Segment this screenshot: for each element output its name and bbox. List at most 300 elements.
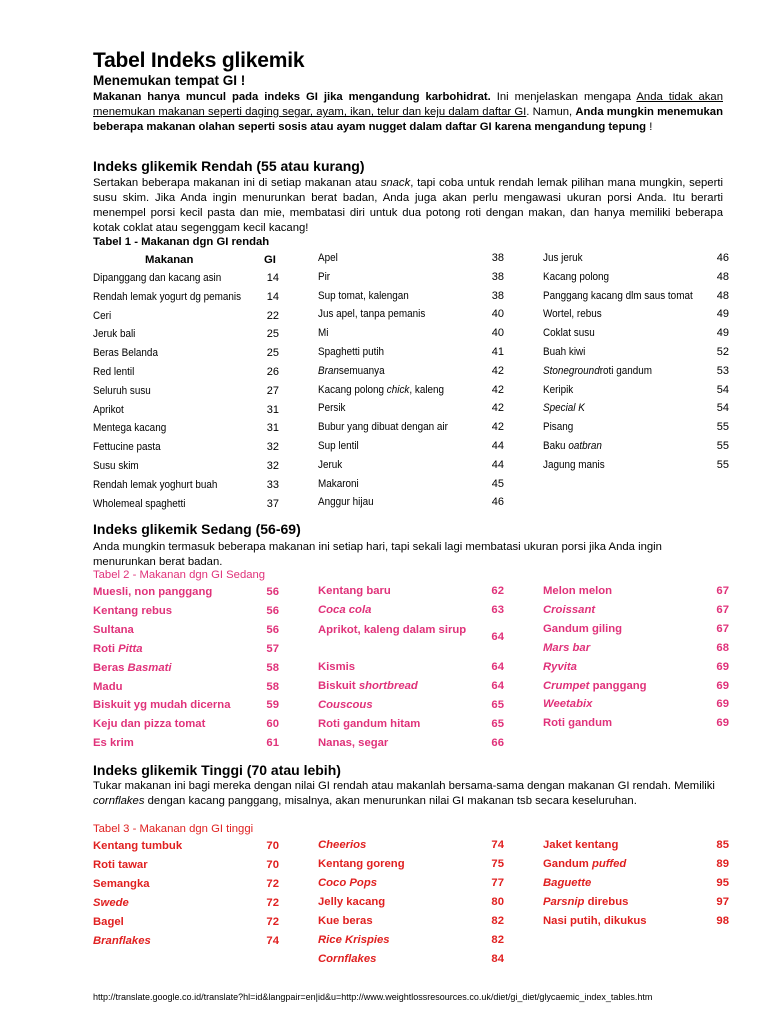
table-row bbox=[543, 402, 729, 420]
gi-value: 66 bbox=[491, 736, 504, 749]
gi-value: 95 bbox=[716, 877, 729, 889]
table-row bbox=[93, 935, 279, 953]
food-name bbox=[318, 699, 373, 711]
food-name bbox=[93, 737, 134, 749]
food-name-italic: Cheerios bbox=[318, 839, 367, 851]
food-name-italic: Baguette bbox=[543, 877, 592, 889]
table-row bbox=[543, 271, 729, 289]
food-name bbox=[543, 402, 585, 414]
food-name bbox=[543, 459, 605, 471]
gi-value: 69 bbox=[716, 698, 729, 711]
food-name-italic: Couscous bbox=[318, 698, 373, 711]
gi-value: 82 bbox=[491, 915, 504, 927]
food-name-text: direbus bbox=[584, 896, 629, 908]
food-name bbox=[93, 681, 123, 693]
gi-value: 27 bbox=[266, 384, 279, 397]
food-name-text: Es krim bbox=[93, 737, 134, 750]
food-name-italic: Coca cola bbox=[318, 603, 372, 616]
food-name-text: Baku bbox=[543, 440, 569, 452]
food-name-text: Mentega kacang bbox=[93, 422, 167, 435]
gi-value: 72 bbox=[266, 897, 279, 909]
food-name bbox=[543, 440, 602, 452]
food-name-text: Makaroni bbox=[318, 477, 359, 490]
food-name-text: Gandum bbox=[543, 858, 592, 870]
food-name-text: Aprikot, kaleng dalam sirup bbox=[318, 623, 467, 636]
table-row bbox=[93, 624, 279, 642]
table-row bbox=[318, 934, 504, 952]
gi-value: 40 bbox=[491, 327, 504, 340]
food-name bbox=[93, 624, 134, 636]
food-name-text: Bagel bbox=[93, 916, 124, 928]
gi-value: 31 bbox=[266, 422, 279, 435]
food-name bbox=[318, 271, 330, 283]
food-name bbox=[93, 404, 124, 416]
food-name-italic: Parsnip bbox=[543, 896, 585, 908]
food-name bbox=[93, 310, 111, 322]
gi-value: 65 bbox=[491, 717, 504, 730]
food-name-italic: Special K bbox=[543, 402, 585, 415]
food-name-text: Keju dan pizza tomat bbox=[93, 718, 206, 731]
food-name bbox=[93, 347, 158, 359]
food-name bbox=[318, 737, 388, 749]
gi-value: 37 bbox=[266, 497, 279, 510]
table-row bbox=[93, 897, 279, 915]
table-row bbox=[318, 604, 504, 622]
food-name-text: Muesli, non panggang bbox=[93, 586, 213, 598]
food-name-italic: Basmati bbox=[127, 661, 172, 674]
food-name bbox=[543, 308, 602, 320]
table-row bbox=[93, 404, 279, 422]
food-name-text: Keripik bbox=[543, 383, 574, 396]
food-name-text: Jeruk bbox=[318, 458, 343, 471]
food-name bbox=[318, 308, 425, 320]
table-row bbox=[543, 421, 729, 439]
table-row bbox=[318, 308, 504, 326]
food-name-text: Spaghetti putih bbox=[318, 346, 385, 358]
table-row bbox=[543, 252, 729, 270]
food-name-text: semuanya bbox=[338, 364, 385, 377]
food-name-text: Red lentil bbox=[93, 366, 135, 378]
table-row bbox=[318, 718, 504, 736]
gi-value: 77 bbox=[491, 877, 504, 889]
food-name-italic: Crumpet bbox=[543, 679, 590, 692]
gi-value: 31 bbox=[266, 403, 279, 416]
food-name bbox=[543, 642, 590, 654]
intro-text-1: Ini menjelaskan mengapa bbox=[490, 91, 637, 103]
food-name-italic: Cornflakes bbox=[318, 953, 377, 965]
food-name bbox=[543, 365, 652, 377]
food-name bbox=[93, 422, 166, 434]
food-name-text: roti gandum bbox=[599, 364, 652, 377]
food-name-text: Roti gandum bbox=[543, 717, 613, 730]
food-name bbox=[543, 290, 693, 302]
table-row bbox=[93, 840, 279, 858]
intro-bold-1: Makanan hanya muncul pada indeks GI jika mengandung karbohidrat. bbox=[93, 91, 491, 103]
gi-value: 54 bbox=[716, 402, 729, 415]
gi-value: 48 bbox=[716, 289, 729, 302]
table-row bbox=[318, 737, 504, 755]
food-name-text: Jus jeruk bbox=[543, 252, 583, 264]
food-name bbox=[318, 953, 376, 965]
food-name bbox=[543, 858, 626, 870]
gi-value: 38 bbox=[491, 270, 504, 283]
gi-value: 42 bbox=[491, 383, 504, 396]
table-row bbox=[318, 384, 504, 402]
food-name bbox=[543, 604, 595, 616]
food-name-text: , kaleng bbox=[409, 383, 445, 396]
food-name bbox=[93, 878, 150, 890]
food-name-italic: Ryvita bbox=[543, 660, 577, 673]
food-name bbox=[318, 440, 359, 452]
gi-value: 56 bbox=[266, 586, 279, 598]
food-name-text: Beras Belanda bbox=[93, 347, 158, 360]
table-row bbox=[543, 858, 729, 876]
table-row bbox=[93, 859, 279, 877]
table-row bbox=[543, 623, 729, 641]
gi-value: 98 bbox=[716, 915, 729, 927]
table-row bbox=[93, 699, 279, 717]
food-name-text: Coklat susu bbox=[543, 327, 595, 340]
food-name bbox=[93, 498, 185, 510]
food-name bbox=[318, 290, 409, 302]
gi-value: 68 bbox=[716, 641, 729, 654]
table-row bbox=[93, 605, 279, 623]
food-name-text: Aprikot bbox=[93, 403, 124, 416]
gi-value: 55 bbox=[716, 421, 729, 434]
gi-value: 69 bbox=[716, 717, 729, 730]
table-row bbox=[318, 661, 504, 679]
gi-value: 75 bbox=[491, 858, 504, 870]
food-name-text: Sultana bbox=[93, 623, 134, 636]
food-name bbox=[318, 365, 385, 377]
food-name-italic: Mars bar bbox=[543, 641, 591, 654]
food-name-text: Persik bbox=[318, 402, 346, 415]
food-name bbox=[318, 877, 377, 889]
food-name-text: Rendah lemak yogurt dg pemanis bbox=[93, 290, 242, 303]
gi-value: 56 bbox=[266, 623, 279, 636]
food-name bbox=[93, 366, 134, 378]
table-row bbox=[318, 839, 504, 857]
food-name bbox=[93, 859, 148, 871]
low-para-a: Sertakan beberapa makanan ini di setiap makanan atau bbox=[93, 177, 381, 189]
gi-value: 57 bbox=[266, 642, 279, 655]
food-name-text: Dipanggang dan kacang asin bbox=[93, 272, 222, 284]
food-name bbox=[318, 346, 384, 358]
table-row bbox=[93, 718, 279, 736]
food-name bbox=[93, 441, 161, 453]
food-name-italic: chick bbox=[386, 383, 410, 396]
source-url[interactable]: http://translate.google.co.id/translate?hl=id&langpair=en|id&u=http://www.weightlossresources.co.uk/diet/gi_diet/glycaemic_index_tables.htm bbox=[93, 992, 653, 1002]
food-name-text: Seluruh susu bbox=[93, 384, 151, 397]
gi-value: 67 bbox=[716, 585, 729, 597]
table-row bbox=[543, 308, 729, 326]
food-name bbox=[93, 605, 172, 617]
food-name-italic: Croissant bbox=[543, 603, 596, 616]
food-name-text: Kue beras bbox=[318, 915, 373, 927]
gi-value: 69 bbox=[716, 679, 729, 692]
table-row bbox=[93, 272, 279, 290]
page-title: Tabel Indeks glikemik bbox=[93, 49, 305, 72]
table-row bbox=[318, 478, 504, 496]
table-row bbox=[543, 346, 729, 364]
gi-value: 25 bbox=[266, 328, 279, 341]
table-row bbox=[93, 737, 279, 755]
table-1-caption: Tabel 1 - Makanan dgn GI rendah bbox=[93, 236, 270, 248]
table-row bbox=[543, 290, 729, 308]
food-name-text: Madu bbox=[93, 680, 123, 693]
food-name-text: Mi bbox=[318, 327, 329, 340]
food-name bbox=[543, 698, 592, 710]
food-name-text: Roti tawar bbox=[93, 859, 148, 871]
gi-value: 42 bbox=[491, 421, 504, 434]
food-name-italic: Coco Pops bbox=[318, 877, 377, 889]
page-subtitle: Menemukan tempat GI ! bbox=[93, 73, 246, 88]
table-row bbox=[93, 586, 279, 604]
gi-value: 58 bbox=[266, 661, 279, 674]
food-name bbox=[543, 384, 573, 396]
gi-value: 45 bbox=[491, 477, 504, 490]
gi-value: 46 bbox=[716, 252, 729, 264]
food-name-italic: Swede bbox=[93, 897, 129, 909]
gi-value: 32 bbox=[266, 441, 279, 454]
food-name-text: Ceri bbox=[93, 309, 112, 322]
gi-value: 56 bbox=[266, 604, 279, 617]
food-name bbox=[318, 604, 371, 616]
table-row bbox=[543, 717, 729, 735]
high-gi-heading: Indeks glikemik Tinggi (70 atau lebih) bbox=[93, 762, 341, 778]
food-name-italic: Rice Krispies bbox=[318, 934, 390, 946]
food-name-text: Jagung manis bbox=[543, 458, 605, 471]
table-row bbox=[318, 915, 504, 933]
food-name-text: Jelly kacang bbox=[318, 896, 386, 908]
table-1-header-gi: GI bbox=[264, 254, 276, 266]
table-row bbox=[318, 421, 504, 439]
food-name bbox=[318, 623, 478, 638]
medium-gi-paragraph: Anda mungkin termasuk beberapa makanan ini setiap hari, tapi sekali lagi membatasi ukuran porsi jika Anda ingin menurunkan berat badan. bbox=[93, 541, 662, 568]
table-row bbox=[318, 877, 504, 895]
intro-bold-2: Anda mungkin menemukan beberapa makanan olahan seperti sosis atau ayam nugget dalam daftar GI karena mengandung tepung bbox=[93, 106, 723, 133]
food-name-text: Kentang tumbuk bbox=[93, 840, 183, 852]
food-name bbox=[543, 877, 591, 889]
gi-value: 22 bbox=[266, 309, 279, 322]
table-row bbox=[318, 699, 504, 717]
low-gi-heading: Indeks glikemik Rendah (55 atau kurang) bbox=[93, 158, 365, 174]
table-row bbox=[318, 623, 504, 657]
table-row bbox=[543, 642, 729, 660]
food-name-text: Semangka bbox=[93, 878, 150, 890]
table-row bbox=[543, 384, 729, 402]
gi-value: 82 bbox=[491, 934, 504, 946]
food-name-text: Melon melon bbox=[543, 585, 613, 597]
food-name bbox=[318, 896, 385, 908]
food-name-text: Kismis bbox=[318, 661, 356, 673]
gi-value: 55 bbox=[716, 458, 729, 471]
food-name bbox=[318, 459, 342, 471]
food-name-text: Nasi putih, dikukus bbox=[543, 915, 647, 927]
food-name bbox=[543, 717, 612, 729]
food-name bbox=[543, 252, 583, 264]
food-name bbox=[543, 915, 647, 927]
table-row bbox=[93, 310, 279, 328]
gi-value: 61 bbox=[266, 737, 279, 750]
high-para-b: dengan kacang panggang, misalnya, akan menurunkan nilai GI makanan tsb secara keseluruhan. bbox=[144, 795, 637, 807]
gi-value: 46 bbox=[491, 496, 504, 509]
gi-value: 44 bbox=[491, 458, 504, 471]
table-row bbox=[318, 327, 504, 345]
gi-value: 64 bbox=[491, 630, 504, 643]
food-name bbox=[93, 479, 217, 491]
food-name bbox=[318, 915, 373, 927]
food-name bbox=[318, 680, 418, 692]
medium-gi-heading: Indeks glikemik Sedang (56-69) bbox=[93, 521, 301, 537]
gi-value: 63 bbox=[491, 603, 504, 616]
table-row bbox=[93, 460, 279, 478]
food-name-text: Wortel, rebus bbox=[543, 308, 602, 321]
food-name-text: panggang bbox=[589, 679, 647, 692]
table-row bbox=[318, 346, 504, 364]
table-1-header-food: Makanan bbox=[145, 254, 194, 266]
food-name-italic: Weetabix bbox=[543, 698, 593, 711]
gi-value: 38 bbox=[491, 289, 504, 302]
table-row bbox=[543, 661, 729, 679]
table-row bbox=[93, 422, 279, 440]
food-name bbox=[543, 896, 628, 908]
food-name bbox=[543, 661, 577, 673]
food-name-text: Panggang kacang dlm saus tomat bbox=[543, 289, 693, 302]
food-name bbox=[93, 328, 135, 340]
gi-value: 54 bbox=[716, 383, 729, 396]
gi-value: 40 bbox=[491, 308, 504, 321]
gi-value: 85 bbox=[716, 839, 729, 851]
food-name-text: Kacang polong bbox=[318, 383, 387, 396]
gi-value: 14 bbox=[266, 272, 279, 284]
table-row bbox=[318, 402, 504, 420]
table-row bbox=[318, 459, 504, 477]
food-name-text: Pisang bbox=[543, 421, 574, 434]
gi-value: 44 bbox=[491, 440, 504, 452]
table-row bbox=[543, 440, 729, 458]
table-row bbox=[93, 291, 279, 309]
food-name-text: Susu skim bbox=[93, 460, 139, 472]
table-row bbox=[318, 440, 504, 458]
gi-value: 89 bbox=[716, 858, 729, 870]
gi-value: 59 bbox=[266, 699, 279, 712]
food-name-text: Bubur yang dibuat dengan air bbox=[318, 421, 448, 434]
gi-value: 97 bbox=[716, 896, 729, 908]
table-row bbox=[93, 681, 279, 699]
food-name bbox=[93, 699, 230, 711]
table-row bbox=[318, 953, 504, 971]
gi-value: 67 bbox=[716, 603, 729, 616]
gi-value: 80 bbox=[491, 896, 504, 908]
food-name bbox=[543, 271, 609, 283]
gi-value: 84 bbox=[491, 953, 504, 965]
gi-value: 64 bbox=[491, 679, 504, 692]
table-row bbox=[93, 643, 279, 661]
food-name bbox=[318, 661, 355, 673]
table-row bbox=[318, 271, 504, 289]
gi-value: 62 bbox=[491, 585, 504, 597]
food-name bbox=[318, 384, 444, 396]
food-name-text: Nanas, segar bbox=[318, 736, 389, 749]
food-name bbox=[543, 623, 622, 635]
food-name bbox=[318, 839, 366, 851]
intro-text-3: ! bbox=[646, 121, 653, 133]
food-name bbox=[318, 402, 346, 414]
food-name-text: Roti gandum hitam bbox=[318, 717, 421, 730]
gi-value: 25 bbox=[266, 347, 279, 360]
gi-value: 69 bbox=[716, 660, 729, 673]
food-name-italic: puffed bbox=[591, 858, 627, 870]
gi-value: 48 bbox=[716, 270, 729, 283]
food-name bbox=[93, 897, 129, 909]
food-name bbox=[318, 718, 420, 730]
gi-value: 49 bbox=[716, 308, 729, 321]
gi-value: 42 bbox=[491, 364, 504, 377]
low-para-snack: snack bbox=[380, 177, 411, 189]
high-para-italic: cornflakes bbox=[93, 795, 145, 807]
gi-value: 38 bbox=[491, 252, 504, 264]
table-row bbox=[318, 585, 504, 603]
gi-value: 32 bbox=[266, 460, 279, 472]
gi-value: 41 bbox=[491, 346, 504, 358]
food-name bbox=[93, 916, 124, 928]
table-row bbox=[543, 915, 729, 933]
food-name bbox=[93, 662, 172, 674]
food-name bbox=[93, 643, 143, 655]
intro-underlined: Anda tidak akan menemukan makanan seperti daging segar, ayam, ikan, telur dan keju dalam daftar GI bbox=[93, 91, 723, 118]
food-name-text: Sup lentil bbox=[318, 440, 359, 452]
gi-value: 49 bbox=[716, 327, 729, 340]
food-name-text: Kentang rebus bbox=[93, 604, 173, 617]
table-row bbox=[93, 662, 279, 680]
gi-value: 42 bbox=[491, 402, 504, 415]
food-name-text: Jeruk bali bbox=[93, 328, 136, 341]
gi-value: 74 bbox=[266, 935, 279, 947]
table-row bbox=[543, 877, 729, 895]
food-name bbox=[93, 272, 221, 284]
table-row bbox=[93, 328, 279, 346]
gi-value: 70 bbox=[266, 840, 279, 852]
food-name bbox=[543, 346, 585, 358]
table-row bbox=[93, 498, 279, 516]
food-name-text: Biskuit yg mudah dicerna bbox=[93, 699, 231, 712]
gi-value: 67 bbox=[716, 622, 729, 635]
food-name bbox=[543, 680, 647, 692]
high-para-a: Tukar makanan ini bagi mereka dengan nilai GI rendah atau makanlah bersama-sama dengan makanan GI rendah. Memiliki bbox=[93, 780, 715, 792]
food-name-text: Jaket kentang bbox=[543, 839, 619, 851]
table-row bbox=[93, 366, 279, 384]
food-name bbox=[543, 585, 612, 597]
gi-value: 60 bbox=[266, 718, 279, 731]
table-row bbox=[543, 327, 729, 345]
table-row bbox=[93, 878, 279, 896]
food-name bbox=[93, 460, 139, 472]
food-name bbox=[318, 327, 328, 339]
food-name-text: Anggur hijau bbox=[318, 496, 374, 509]
food-name-text: Kentang goreng bbox=[318, 858, 405, 870]
food-name bbox=[543, 839, 618, 851]
table-row bbox=[543, 896, 729, 914]
gi-value: 70 bbox=[266, 859, 279, 871]
food-name-text: Roti bbox=[93, 642, 119, 655]
table-3-caption: Tabel 3 - Makanan dgn GI tinggi bbox=[93, 823, 254, 835]
low-para-b: , tapi coba untuk rendah lemak pilihan mana mungkin, seperti susu skim. Jika Anda ingin menurunkan berat badan, Anda juga akan perlu mengawasi ukuran porsi Anda. Itu berarti menempel porsi kecil pasta dan mie, membatasi diri untuk dua potong roti dengan makan, dan hanya memiliki beberapa kotak coklat atau segenggam kecil kacang! bbox=[93, 177, 723, 234]
food-name bbox=[93, 718, 205, 730]
food-name-text: Biskuit bbox=[318, 679, 359, 692]
food-name-text: Gandum giling bbox=[543, 622, 623, 635]
food-name bbox=[318, 421, 448, 433]
